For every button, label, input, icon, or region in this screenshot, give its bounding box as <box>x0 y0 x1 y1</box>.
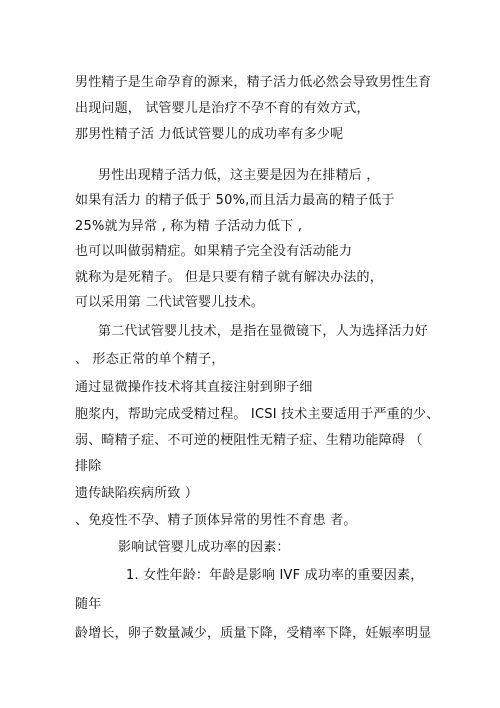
text-line: 、 形态正常的单个精子， <box>75 352 225 367</box>
text-line: 可以采用第 二代试管婴儿技术。 <box>75 295 265 310</box>
text-line: 出现问题， 试管婴儿是治疗不孕不育的有效方式， <box>75 101 370 116</box>
text-line: 通过显微操作技术将其直接注射到卵子细 <box>75 380 313 395</box>
text-line: 男性精子是生命孕育的源来，精子活力低必然会导致男性生育 <box>75 75 432 90</box>
text-line: 遗传缺陷疾病所致 ） <box>75 486 199 501</box>
text-line: 男性出现精子活力低，这主要是因为在排精后 ， <box>98 168 380 183</box>
text-line: 随年 <box>75 597 102 612</box>
text-line: 龄增长，卵子数量减少，质量下降，受精率下降，妊娠率明显 <box>75 626 432 641</box>
text-line: 弱、畸精子症、不可逆的梗阻性无精子症、生精功能障碍 （ <box>75 433 423 448</box>
text-line: 胞浆内，帮助完成受精过程。 ICSI 技术主要适用于严重的少、 <box>75 407 440 422</box>
text-line: 第二代试管婴儿技术，是指在显微镜下，人为选择活力好 <box>98 324 429 339</box>
text-line: 25%就为异常 , 称为精 子活动力低下 , <box>75 219 303 234</box>
text-line: 影响试管婴儿成功率的因素： <box>118 540 290 555</box>
text-line: 、免疫性不孕、精子顶体异常的男性不育患 者。 <box>75 513 357 528</box>
text-line: 如果有活力 的精子低于 50%,而且活力最高的精子低于 <box>75 193 395 208</box>
text-line: 1. 女性年龄：年龄是影响 IVF 成功率的重要因素， <box>126 568 424 583</box>
text-line: 也可以叫做弱精症。如果精子完全没有活动能力 <box>75 244 353 259</box>
text-line: 那男性精子活 力低试管婴儿的成功率有多少呢 <box>75 127 344 142</box>
text-line: 就称为是死精子。 但是只要有精子就有解决办法的， <box>75 270 383 285</box>
text-line: 排除 <box>75 459 102 474</box>
